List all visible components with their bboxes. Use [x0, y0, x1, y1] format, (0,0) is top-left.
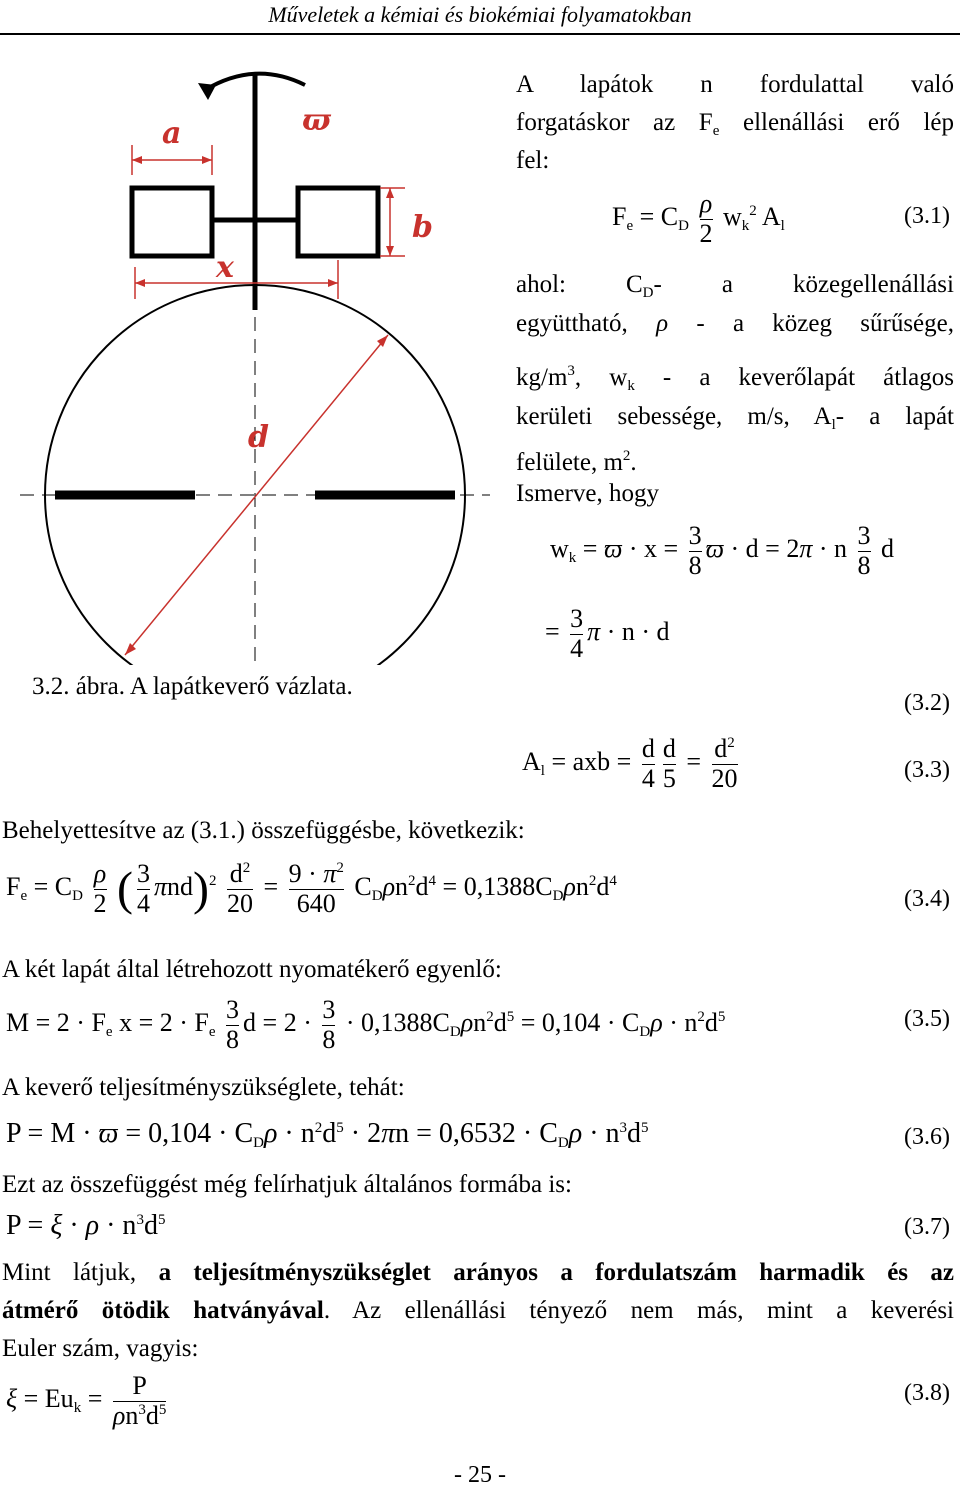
conclusion-line1-a: Mint látjuk, [2, 1259, 159, 1286]
equation-3-7-number: (3.7) [904, 1214, 950, 1240]
para2-line3: $kg/m^3$, $w_k$ - a keverőlapát átlagos [516, 363, 954, 394]
text-substitution: Behelyettesítve az (3.1.) összefüggésbe, következik: [2, 817, 525, 844]
equation-3-2-line2: = $\frac{3}{4}$ π · n · d [545, 604, 670, 663]
page-number: - 25 - [454, 1462, 506, 1488]
header-rule [0, 33, 960, 35]
label-x: x [216, 250, 234, 285]
label-omega: ϖ [302, 103, 331, 138]
conclusion-line1 [2, 1254, 954, 1292]
conclusion-line2-b: . Az ellenállási tényező nem más, mint a keverési [323, 1297, 954, 1324]
para2-line2: együttható, ρ - a közeg sűrűsége, [516, 310, 955, 337]
equation-3-8-number: (3.8) [904, 1380, 950, 1406]
equation-3-4-number: (3.4) [904, 886, 950, 912]
equation-3-8: $\xi = Eu_k$ = $\frac{P}{\rho n^3d^5}$ [6, 1371, 167, 1430]
text-general-form: Ezt az összefüggést még felírhatjuk általános formába is: [2, 1171, 572, 1198]
equation-3-3: $A_l$ = axb = $\frac{d}{4}$ $\frac{d}{5}$ = $\frac{d^2}{20}$ [522, 734, 738, 793]
equation-3-2-line1: $w_k = ϖ \cdot x$ = $\frac{3}{8}$ ϖ · d = 2π · n $\frac{3}{8}$ d [550, 521, 895, 580]
conclusion-line2 [2, 1292, 954, 1330]
equation-3-7: $P = \xi \cdot \rho \cdot n^3d^5$ [6, 1210, 166, 1241]
running-header: Műveletek a kémiai és biokémiai folyamatokban [268, 2, 692, 27]
para1-line2: forgatáskor az $F_e$ ellenállási erő lép [516, 109, 954, 139]
text-torque: A két lapát által létrehozott nyomatékerő egyenlő: [2, 956, 502, 983]
stirrer-diagram [20, 55, 490, 665]
equation-3-5-number: (3.5) [904, 1006, 950, 1032]
equation-3-2-number: (3.2) [904, 690, 950, 716]
label-d: d [248, 420, 269, 455]
equation-3-4: $F_e = C_D$ $\frac{\rho}{2}$ ( $\frac{3}{4}$ πnd)$^2$ $\frac{d^2}{20}$ = $\frac{9 \cdot \pi^2}{640}$ $C_D\rho n^2d^4 = 0,1388C_D\rho n^2d^4$ [6, 859, 617, 918]
conclusion-line2-bold: átmérő ötödik hatványával [2, 1297, 324, 1324]
para2-line4: kerületi sebessége, m/s, $A_l-$ a lapát [516, 403, 954, 433]
para1-line3: fel: [516, 147, 550, 174]
equation-3-5: $M = 2 \cdot F_e$ $x = 2 \cdot F_e$ $\frac{3}{8}$ d = 2 · $\frac{3}{8}$ · $0,1388C_D\rho n^2d^5 = 0,104 \cdot C_D\rho \cdot n^2d^5$ [6, 995, 726, 1054]
para2-line5: felülete, $m^2$. [516, 448, 637, 476]
equation-3-6: $P = M \cdot ϖ = 0,104 \cdot C_D\rho \cdot n^2d^5 \cdot 2\pi n = 0,6532 \cdot C_D\rho \cdot n^3d^5$ [6, 1118, 649, 1151]
equation-3-1: $F_e = C_D$ $\frac{\rho}{2}$ $w_k^2$ $A_l$ [612, 189, 785, 248]
figure-caption: 3.2. ábra. A lapátkeverő vázlata. [32, 673, 353, 700]
label-b: b [412, 210, 433, 245]
conclusion-line3: Euler szám, vagyis: [2, 1335, 199, 1362]
para2-line1: ahol: $C_D-$ a közegellenállási [516, 271, 954, 301]
equation-3-3-number: (3.3) [904, 757, 950, 783]
label-a: a [162, 116, 182, 151]
para3: Ismerve, hogy [516, 480, 660, 507]
conclusion-line1-bold: a teljesítményszükséglet arányos a fordulatszám harmadik és az [158, 1259, 954, 1286]
para1-line1: A lapátok n fordulattal való [516, 71, 954, 98]
equation-3-6-number: (3.6) [904, 1124, 950, 1150]
equation-3-1-number: (3.1) [904, 203, 950, 229]
text-power: A keverő teljesítményszükséglete, tehát: [2, 1074, 405, 1101]
